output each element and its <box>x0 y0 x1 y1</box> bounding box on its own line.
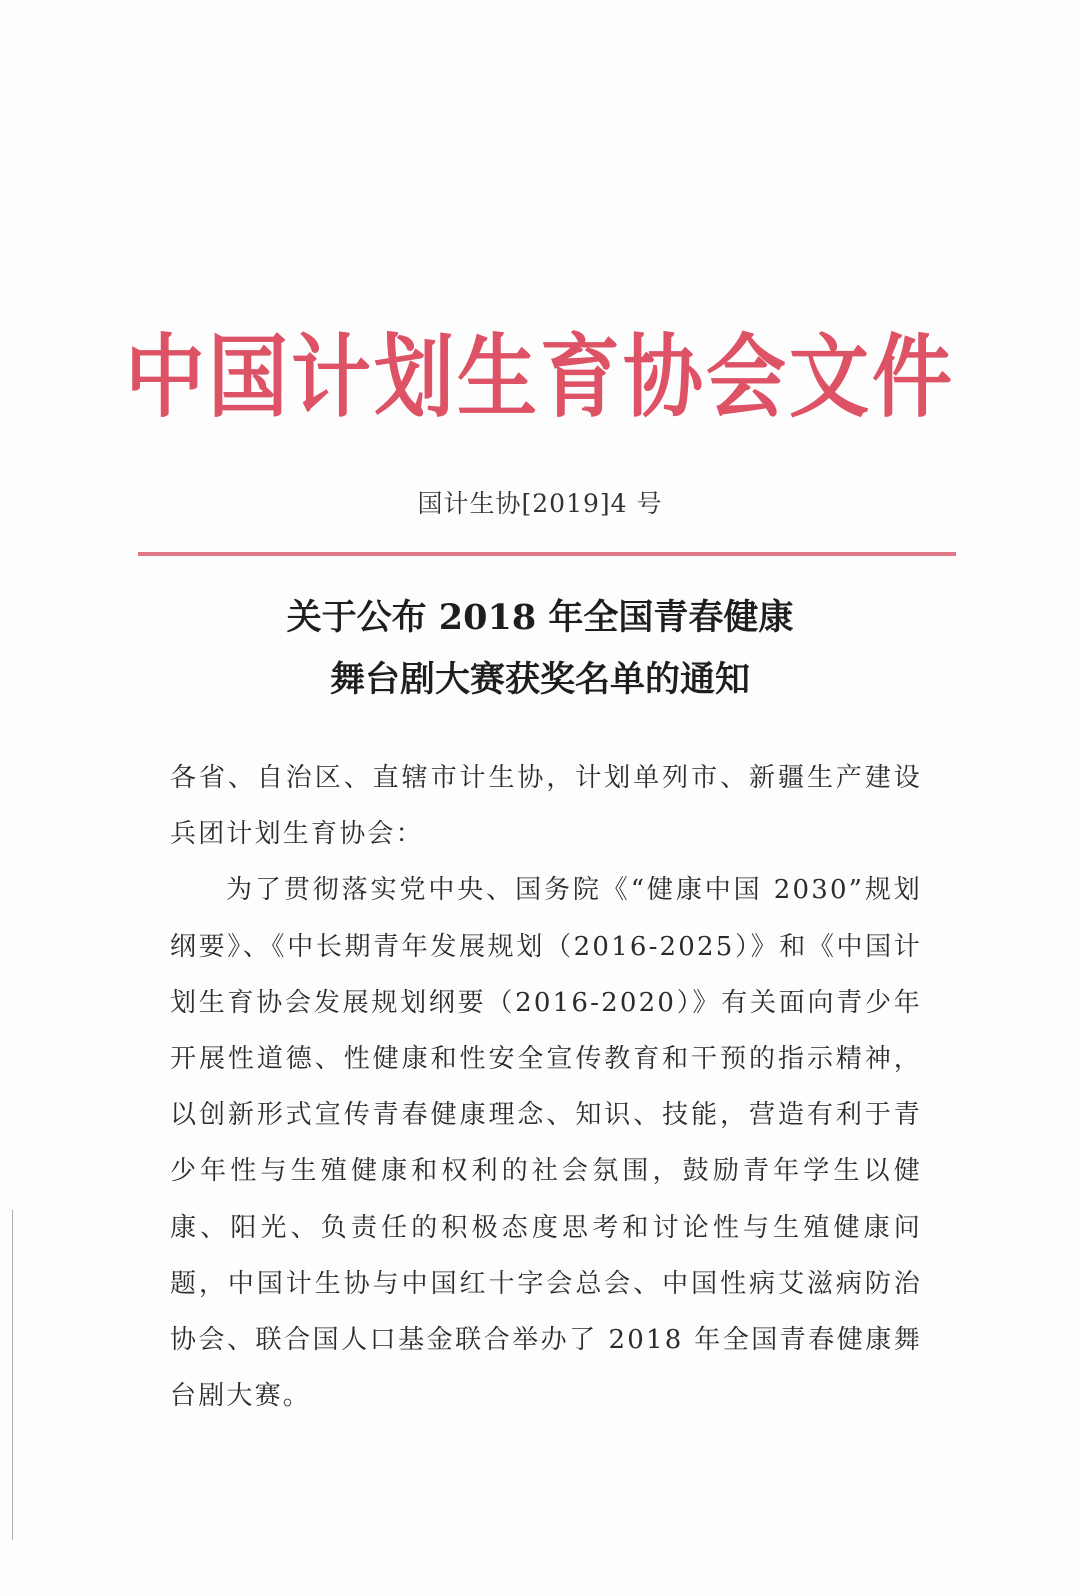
document-number: 国计生协[2019]4 号 <box>417 489 663 518</box>
notice-body <box>170 750 922 1424</box>
body-paragraph: 为了贯彻落实党中央、国务院《“健康中国 2030”规划纲要》、《中长期青年发展规划（2016-2025）》和《中国计划生育协会发展规划纲要（2016-2020）》有关面向青少年开展性道德、性健康和性安全宣传教育和干预的指示精神，以创新形式宣传青春健康理念、知识、技能，营造有利于青少年性与生殖健康和权利的社会氛围，鼓励青年学生以健康、阳光、负责任的积极态度思考和讨论性与生殖健康问题，中国计生协与中国红十字会总会、中国性病艾滋病防治协会、联合国人口基金联合举办了 2018 年全国青春健康舞台剧大赛。 <box>170 875 922 1412</box>
notice-title <box>0 587 1080 711</box>
notice-title-line-1: 关于公布 2018 年全国青春健康 <box>286 597 794 638</box>
organization-header: 中国计划生育协会文件 <box>125 325 955 430</box>
red-divider-line <box>138 552 956 556</box>
salutation: 各省、自治区、直辖市计生协，计划单列市、新疆生产建设兵团计划生育协会： <box>170 763 922 850</box>
notice-title-line-2: 舞台剧大赛获奖名单的通知 <box>329 659 750 700</box>
scan-edge-line <box>12 1210 13 1540</box>
